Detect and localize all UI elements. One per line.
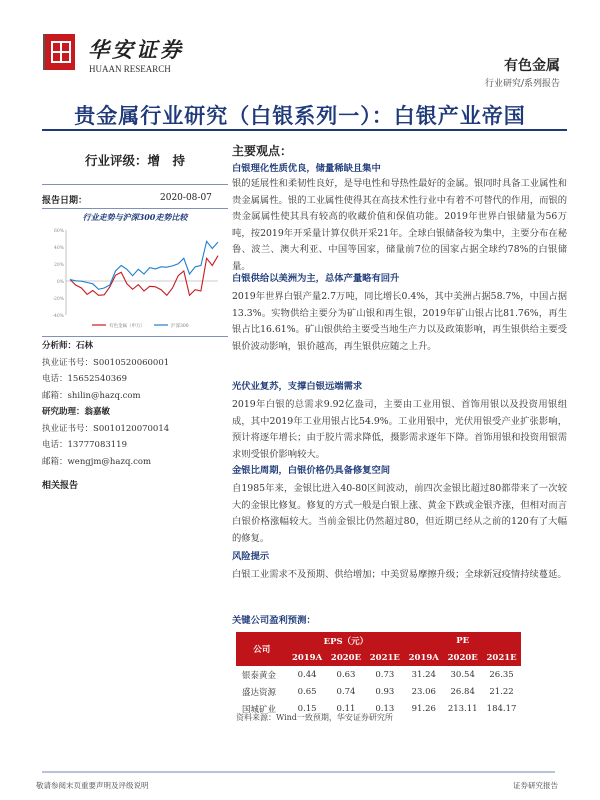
- y-tick-label: 60%: [53, 229, 64, 234]
- legend-label: 沪深300: [171, 324, 189, 329]
- section-body: 2019年世界白银产量2.7万吨，同比增长0.4%，其中美洲占据58.7%，中国占据13.3%。实物供给主要分为矿山银和再生银，2019年矿山银占比81.76%，再生银占比16.61%。矿山银供给主要受当地生产力以及政策影响，再生银供给主要受银价波动影响，银价越高，再生银供应随之上升。: [232, 291, 567, 352]
- title-divider: [42, 129, 567, 131]
- analyst-name-value: 石林: [76, 341, 94, 351]
- divider: [42, 208, 228, 209]
- table-cell: 26.84: [450, 686, 475, 697]
- divider: [42, 336, 228, 337]
- section: [232, 378, 567, 463]
- section-body: 银的延展性和柔韧性良好，是导电性和导热性最好的金属。银同时具备工业属性和贵金属属性。银的工业属性使得其在高技术性行业中有着不可替代的作用，而银的贵金属属性使其具有较高的收藏价值和保值功能。2019年世界白银储量为56万吨，按2019年开采量计算仅供开采21年。全球白银储备较为集中，主要分布在秘鲁、波兰、澳大利亚、中国等国家，储量前7位的国家占据全球约78%的白银储量。: [232, 178, 567, 272]
- y-tick-label: -20%: [52, 297, 64, 302]
- forecast-table-title: 关键公司盈利预测：: [232, 615, 316, 626]
- footer-disclaimer: 敬请参阅末页重要声明及评级说明: [36, 781, 149, 790]
- col-year: 2019A: [404, 649, 443, 666]
- table-cell: 银泰黄金: [242, 670, 277, 681]
- analyst-phone: [42, 437, 228, 454]
- section-body: 白银工业需求不及预期、供给增加；中美贸易摩擦升级；全球新冠疫情持续蔓延。: [232, 569, 567, 580]
- rating-value: 增 持: [147, 153, 186, 168]
- table-cell: 213.11: [447, 703, 478, 714]
- footer-divider: [42, 771, 555, 773]
- table-cell: 21.22: [489, 686, 514, 697]
- y-tick-label: 40%: [53, 246, 64, 251]
- col-company: 公司: [236, 632, 288, 666]
- logo-text: 华安证券: [88, 37, 184, 62]
- table-cell: 0.13: [375, 703, 395, 714]
- section-title: 白银理化性质优良，储量稀缺且集中: [232, 163, 381, 174]
- phone-label: 电话：: [42, 440, 68, 450]
- analyst-email: [42, 454, 228, 471]
- industry-rating: [42, 151, 228, 169]
- table-cell: 0.93: [375, 686, 395, 697]
- table-cell: 0.63: [336, 669, 356, 680]
- y-tick-label: 0%: [56, 280, 64, 285]
- trend-chart: [42, 222, 228, 332]
- col-year: 2021E: [482, 649, 521, 666]
- section-title: 风险提示: [232, 551, 270, 562]
- section-title: 金银比周期，白银价格仍具备修复空间: [232, 465, 391, 476]
- table-cell: 0.11: [336, 703, 356, 714]
- date-value: 2020-08-07: [160, 193, 212, 203]
- series-line-1: [70, 241, 218, 289]
- section: [232, 270, 567, 355]
- table-cell: 0.15: [297, 703, 317, 714]
- analyst-email: [42, 388, 228, 405]
- analyst-name: [42, 338, 228, 355]
- table-cell: 0.44: [297, 669, 317, 680]
- email-label: 邮箱：: [42, 456, 68, 467]
- analyst-info: [42, 338, 228, 470]
- table-cell: 91.26: [411, 703, 436, 714]
- analyst-role: 分析师：: [42, 341, 77, 351]
- cert-value: S0010520060001: [93, 357, 170, 368]
- table-cell: 26.35: [489, 669, 514, 680]
- section: [232, 462, 567, 547]
- section: [232, 160, 567, 276]
- email-link[interactable]: wengjm@hazq.com: [67, 456, 152, 467]
- analyst-cert: [42, 355, 228, 372]
- analyst-phone: [42, 371, 228, 388]
- table-cell: 盛达资源: [242, 687, 277, 698]
- series-line-0: [70, 256, 218, 296]
- email-link[interactable]: shilin@hazq.com: [67, 390, 141, 401]
- y-tick-label: -40%: [52, 314, 64, 319]
- analyst-cert: [42, 421, 228, 438]
- report-title: 贵金属行业研究（白银系列一）：白银产业帝国: [74, 103, 526, 128]
- related-reports-label: 相关报告: [42, 481, 79, 491]
- footer-label: 证券研究报告: [513, 781, 558, 790]
- phone-value: 13777083119: [67, 440, 128, 450]
- legend-label: 有色金属（申万）: [109, 324, 145, 329]
- logo-subtext: HUAAN RESEARCH: [89, 64, 171, 74]
- table-row: [236, 666, 521, 683]
- sector-label: 有色金属: [504, 58, 560, 74]
- section-title: 光伏业复苏，支撑白银远端需求: [232, 381, 363, 392]
- table-cell: 31.24: [411, 669, 436, 680]
- table-cell: 0.74: [336, 686, 356, 697]
- section-body: 2019年白银的总需求9.92亿盎司，主要由工业用银、首饰用银以及投资用银组成，其中2019年工业用银占比54.9%。工业用银中，光伏用银受产业扩张影响，预计将逐年增长；由于胶片需求降低，摄影需求逐年下降。首饰用银和投资用银需求则受银价影响较大。: [232, 399, 567, 460]
- table-cell: 国城矿业: [242, 704, 277, 715]
- rating-label: 行业评级：: [84, 153, 148, 168]
- table-source: 资料来源：Wind一致预期，华安证券研究所: [236, 713, 393, 722]
- analyst-name: [42, 404, 228, 421]
- col-pe: PE: [404, 632, 521, 649]
- earnings-forecast-table: [236, 632, 521, 717]
- y-tick-label: 20%: [53, 263, 64, 268]
- table-cell: 0.65: [297, 686, 317, 697]
- divider: [42, 184, 228, 185]
- logo-mark: [43, 34, 75, 70]
- table-cell: 184.17: [486, 703, 517, 714]
- report-type: 行业研究/系列报告: [484, 79, 560, 89]
- col-year: 2020E: [327, 649, 366, 666]
- table-row: [236, 683, 521, 700]
- analyst-role: 研究助理：: [42, 407, 85, 417]
- table-cell: 30.54: [450, 669, 475, 680]
- col-eps: EPS（元）: [288, 632, 405, 649]
- section-body: 自1985年来，金银比进入40-80区间波动，前四次金银比超过80都带来了一次较大的金银比修复。修复的方式一般是白银上涨、黄金下跌或金银齐涨，但相对而言白银价格涨幅较大。当前金银比仍然超过80，但近期已经从之前的120有了大幅的修复。: [232, 483, 567, 544]
- cert-value: S0010120070014: [93, 423, 170, 434]
- table-cell: 0.73: [375, 669, 395, 680]
- section-title: 白银供给以美洲为主，总体产量略有回升: [232, 273, 400, 284]
- section: [232, 548, 567, 584]
- col-year: 2020E: [443, 649, 482, 666]
- cert-label: 执业证书号：: [42, 357, 94, 368]
- col-year: 2019A: [288, 649, 327, 666]
- phone-label: 电话：: [42, 374, 68, 384]
- analyst-name-value: 翁嘉敏: [84, 407, 111, 417]
- email-label: 邮箱：: [42, 390, 68, 401]
- date-label: 报告日期：: [42, 196, 88, 206]
- phone-value: 15652540369: [67, 374, 128, 384]
- col-year: 2021E: [365, 649, 404, 666]
- chart-title: 行业走势与沪深300走势比较: [82, 212, 188, 222]
- table-cell: 23.06: [411, 686, 436, 697]
- main-points-heading: 主要观点：: [232, 144, 293, 158]
- cert-label: 执业证书号：: [42, 423, 94, 434]
